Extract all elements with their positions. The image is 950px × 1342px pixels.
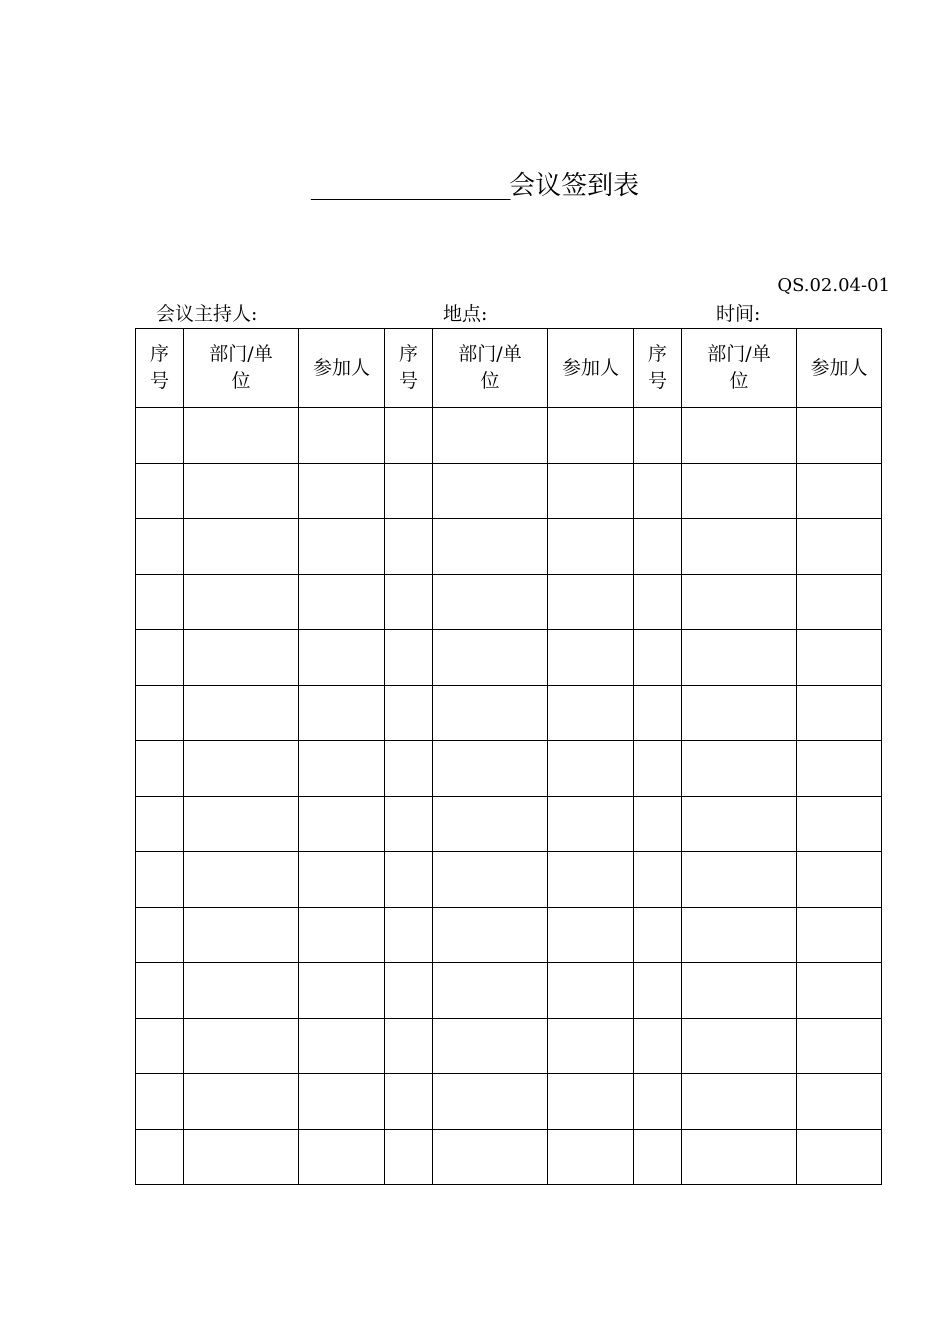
signin-cell[interactable] [634, 685, 682, 741]
signin-cell[interactable] [136, 1018, 184, 1074]
signin-cell[interactable] [184, 408, 299, 464]
signin-cell[interactable] [136, 630, 184, 686]
signin-cell[interactable] [548, 408, 634, 464]
signin-cell[interactable] [797, 796, 882, 852]
signin-cell[interactable] [299, 741, 385, 797]
signin-cell[interactable] [634, 630, 682, 686]
signin-cell[interactable] [299, 852, 385, 908]
signin-cell[interactable] [385, 852, 433, 908]
header-dept-2: 部门/单位 [433, 329, 548, 408]
signin-cell[interactable] [136, 907, 184, 963]
signin-cell[interactable] [136, 574, 184, 630]
signin-cell[interactable] [433, 408, 548, 464]
signin-cell[interactable] [797, 852, 882, 908]
header-dept-3: 部门/单位 [682, 329, 797, 408]
signin-cell[interactable] [548, 574, 634, 630]
signin-cell[interactable] [797, 519, 882, 575]
signin-cell[interactable] [299, 574, 385, 630]
signin-cell[interactable] [433, 463, 548, 519]
signin-cell[interactable] [797, 1018, 882, 1074]
signin-cell[interactable] [299, 519, 385, 575]
signin-cell[interactable] [433, 796, 548, 852]
signin-cell[interactable] [136, 963, 184, 1019]
signin-cell[interactable] [433, 519, 548, 575]
signin-cell[interactable] [136, 852, 184, 908]
signin-cell[interactable] [634, 519, 682, 575]
signin-cell[interactable] [682, 519, 797, 575]
signin-cell[interactable] [797, 463, 882, 519]
signin-cell[interactable] [299, 408, 385, 464]
signin-cell[interactable] [136, 685, 184, 741]
signin-cell[interactable] [634, 1018, 682, 1074]
signin-cell[interactable] [385, 574, 433, 630]
signin-cell[interactable] [797, 630, 882, 686]
table-row [136, 907, 882, 963]
signin-cell[interactable] [299, 796, 385, 852]
signin-cell[interactable] [136, 463, 184, 519]
signin-cell[interactable] [634, 1129, 682, 1185]
signin-cell[interactable] [797, 685, 882, 741]
signin-cell[interactable] [385, 1074, 433, 1130]
signin-cell[interactable] [797, 963, 882, 1019]
signin-cell[interactable] [433, 685, 548, 741]
signin-cell[interactable] [548, 796, 634, 852]
signin-cell[interactable] [682, 741, 797, 797]
signin-cell[interactable] [433, 741, 548, 797]
signin-cell[interactable] [184, 574, 299, 630]
table-row [136, 1074, 882, 1130]
signin-cell[interactable] [136, 1129, 184, 1185]
signin-cell[interactable] [548, 463, 634, 519]
signin-cell[interactable] [548, 907, 634, 963]
signin-cell[interactable] [548, 1129, 634, 1185]
signin-cell[interactable] [634, 1074, 682, 1130]
table-row [136, 574, 882, 630]
signin-cell[interactable] [433, 1074, 548, 1130]
signin-cell[interactable] [548, 519, 634, 575]
signin-cell[interactable] [548, 852, 634, 908]
signin-cell[interactable] [184, 963, 299, 1019]
signin-cell[interactable] [682, 1074, 797, 1130]
signin-cell[interactable] [682, 963, 797, 1019]
signin-cell[interactable] [184, 519, 299, 575]
signin-cell[interactable] [548, 741, 634, 797]
signin-cell[interactable] [385, 1129, 433, 1185]
signin-cell[interactable] [548, 1018, 634, 1074]
signin-cell[interactable] [299, 630, 385, 686]
signin-cell[interactable] [184, 741, 299, 797]
table-row [136, 408, 882, 464]
signin-cell[interactable] [184, 630, 299, 686]
signin-cell[interactable] [136, 741, 184, 797]
signin-cell[interactable] [385, 408, 433, 464]
signin-cell[interactable] [184, 852, 299, 908]
signin-cell[interactable] [634, 463, 682, 519]
header-seq-2: 序号 [385, 329, 433, 408]
table-body [136, 408, 882, 1185]
signin-cell[interactable] [299, 907, 385, 963]
signin-cell[interactable] [299, 463, 385, 519]
signin-cell[interactable] [682, 574, 797, 630]
signin-cell[interactable] [136, 408, 184, 464]
signin-cell[interactable] [634, 741, 682, 797]
signin-cell[interactable] [385, 963, 433, 1019]
signin-cell[interactable] [433, 574, 548, 630]
signin-cell[interactable] [634, 574, 682, 630]
signin-cell[interactable] [682, 796, 797, 852]
table-header-row [136, 329, 882, 408]
signin-cell[interactable] [548, 1074, 634, 1130]
signin-cell[interactable] [797, 1129, 882, 1185]
signin-cell[interactable] [682, 1018, 797, 1074]
signin-cell[interactable] [184, 685, 299, 741]
signin-cell[interactable] [634, 907, 682, 963]
signin-cell[interactable] [299, 1129, 385, 1185]
signin-cell[interactable] [682, 685, 797, 741]
signin-cell[interactable] [385, 741, 433, 797]
signin-cell[interactable] [385, 907, 433, 963]
signin-cell[interactable] [548, 685, 634, 741]
signin-cell[interactable] [433, 963, 548, 1019]
signin-cell[interactable] [299, 1018, 385, 1074]
signin-cell[interactable] [299, 963, 385, 1019]
time-label: 时间: [716, 303, 761, 325]
signin-cell[interactable] [136, 519, 184, 575]
signin-cell[interactable] [682, 463, 797, 519]
header-attendee-3: 参加人 [797, 329, 882, 408]
signin-cell[interactable] [184, 907, 299, 963]
signin-cell[interactable] [797, 408, 882, 464]
header-seq-3: 序号 [634, 329, 682, 408]
table-row [136, 685, 882, 741]
place-label: 地点: [443, 303, 488, 325]
signin-cell[interactable] [385, 685, 433, 741]
signin-cell[interactable] [433, 1129, 548, 1185]
signin-cell[interactable] [433, 1018, 548, 1074]
header-attendee-2: 参加人 [548, 329, 634, 408]
signin-cell[interactable] [385, 463, 433, 519]
signin-cell[interactable] [299, 685, 385, 741]
host-label: 会议主持人: [156, 303, 258, 325]
signin-cell[interactable] [634, 796, 682, 852]
table-row [136, 519, 882, 575]
table-row [136, 852, 882, 908]
signin-cell[interactable] [184, 796, 299, 852]
table-row [136, 796, 882, 852]
signin-cell[interactable] [797, 907, 882, 963]
signin-cell[interactable] [682, 907, 797, 963]
signin-cell[interactable] [433, 852, 548, 908]
signin-cell[interactable] [136, 1074, 184, 1130]
signin-cell[interactable] [682, 630, 797, 686]
signin-cell[interactable] [548, 963, 634, 1019]
signin-cell[interactable] [682, 408, 797, 464]
header-attendee-1: 参加人 [299, 329, 385, 408]
table-row [136, 1018, 882, 1074]
signin-cell[interactable] [797, 741, 882, 797]
signin-cell[interactable] [797, 574, 882, 630]
signin-cell[interactable] [433, 630, 548, 686]
signin-table [135, 328, 882, 1185]
table-row [136, 1129, 882, 1185]
page-title [0, 168, 950, 204]
signin-cell[interactable] [548, 630, 634, 686]
signin-cell[interactable] [184, 1074, 299, 1130]
signin-cell[interactable] [184, 1018, 299, 1074]
table-row [136, 630, 882, 686]
signin-cell[interactable] [634, 963, 682, 1019]
signin-cell[interactable] [385, 1018, 433, 1074]
signin-cell[interactable] [184, 463, 299, 519]
signin-cell[interactable] [385, 519, 433, 575]
table-row [136, 463, 882, 519]
signin-cell[interactable] [136, 796, 184, 852]
signin-cell[interactable] [634, 408, 682, 464]
signin-cell[interactable] [433, 907, 548, 963]
signin-cell[interactable] [797, 1074, 882, 1130]
header-seq-1: 序号 [136, 329, 184, 408]
signin-cell[interactable] [634, 852, 682, 908]
signin-cell[interactable] [299, 1074, 385, 1130]
table-row [136, 963, 882, 1019]
header-dept-1: 部门/单位 [184, 329, 299, 408]
signin-cell[interactable] [184, 1129, 299, 1185]
signin-cell[interactable] [385, 630, 433, 686]
signin-cell[interactable] [682, 1129, 797, 1185]
table-row [136, 741, 882, 797]
title-text: 会议签到表 [509, 171, 640, 201]
document-code: QS.02.04-01 [777, 275, 890, 296]
signin-cell[interactable] [385, 796, 433, 852]
meeting-name-blank: ______________ [310, 171, 510, 201]
signin-cell[interactable] [682, 852, 797, 908]
